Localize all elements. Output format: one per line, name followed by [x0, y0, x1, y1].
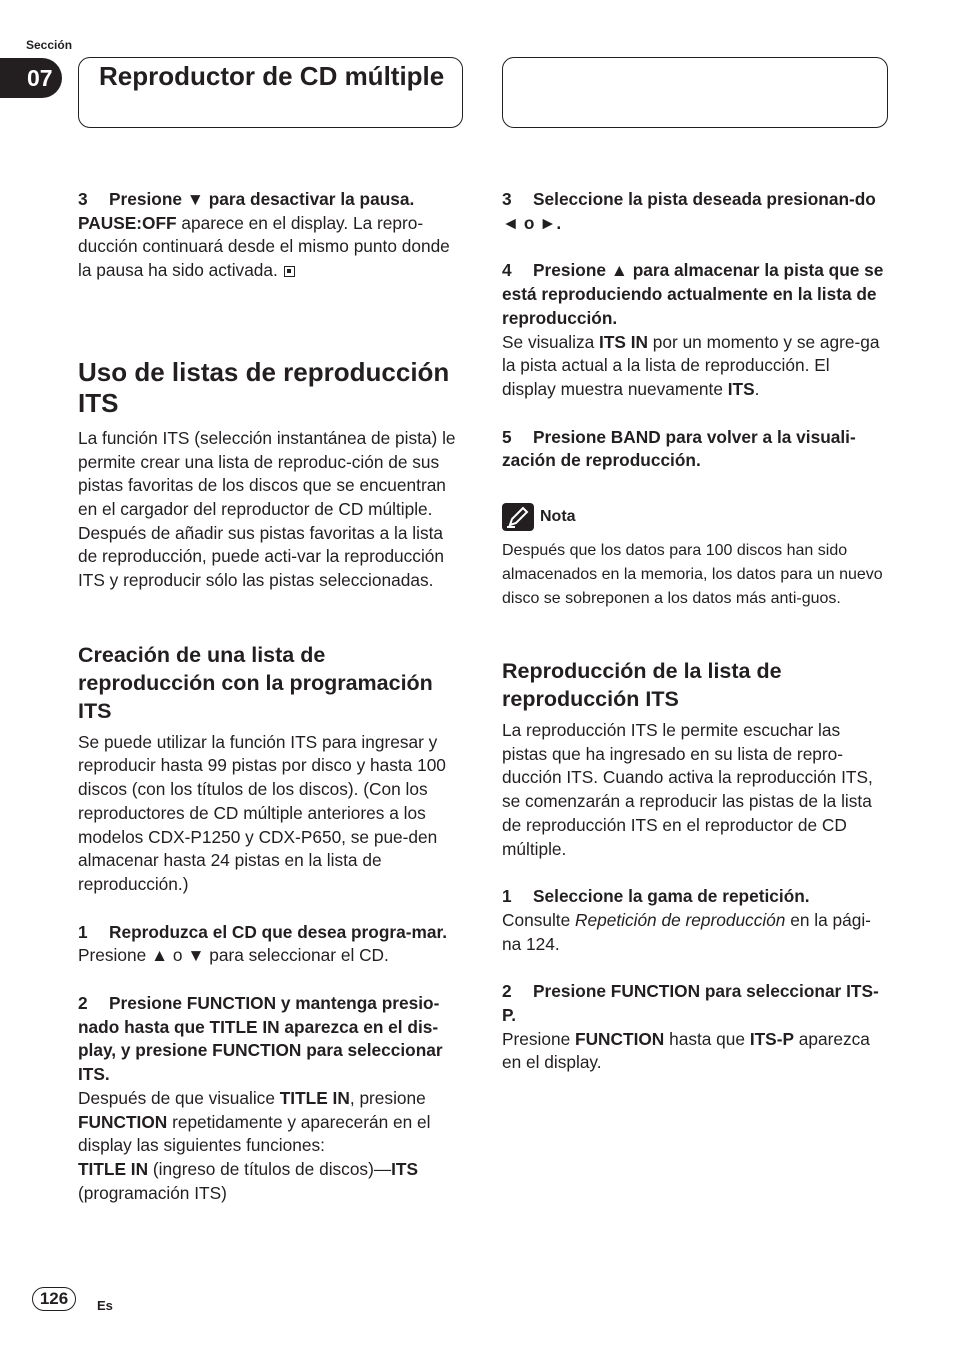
step-number: 5 [502, 426, 512, 447]
step-number: 3 [78, 189, 88, 209]
page-number: 126 [32, 1287, 76, 1311]
body-text: Después de que visualice [78, 1087, 280, 1108]
body-text: por un momento y se agre-ga la pista actual a la lista de reproducción. El display muestra nuevamente [502, 331, 880, 399]
end-mark-icon [284, 266, 295, 277]
step-text: Presione BAND para volver a la visuali-zación de reproducción. [502, 426, 856, 471]
note-body: Después que los datos para 100 discos han sido almacenados en la memoria, los datos para un nuevo disco se sobreponen a los datos más anti-guos. [502, 542, 883, 608]
right-column [502, 188, 888, 1075]
step-body: Presione ▲ o ▼ para seleccionar el CD. [78, 945, 389, 966]
subsection-body: Se puede utilizar la función ITS para ingresar y reproducir hasta 99 pistas por disco y hasta 100 discos (con los títulos de los discos). (Con los reproductores de CD múltiple anteriores a los modelos CDX-P1250 y CDX-P650, se pue-den almacenar hasta 24 pistas en la lista de reproducción.) [78, 731, 446, 894]
step-text: Presione ▼ para desactivar la pausa. [109, 189, 415, 209]
note-header [502, 503, 888, 531]
display-text: ITS IN [599, 331, 648, 352]
header-empty-box [502, 57, 888, 128]
body-text: , presione [349, 1087, 426, 1108]
note-label: Nota [540, 508, 576, 526]
section-label: Sección [26, 38, 73, 52]
cross-reference: Repetición de reproducción [575, 909, 786, 930]
button-name: FUNCTION [575, 1028, 665, 1049]
step-heading [502, 980, 888, 1027]
language-code: Es [97, 1298, 113, 1313]
body-text: Se visualiza [502, 331, 600, 352]
section-body: La función ITS (selección instantánea de pista) le permite crear una lista de reproduc-ción de sus pistas favoritas de los discos que se encuentran en el cargador del reproductor de CD múltiple. Después de añadir sus pistas favoritas a la lista de reproducción, puede acti-var la reproducción ITS y reproducir sólo las pistas seleccionadas. [78, 427, 456, 591]
step-number: 4 [502, 260, 512, 281]
subsection-heading: Creación de una lista de reproducción con la programación ITS [78, 642, 433, 723]
display-text: ITS-P [749, 1028, 794, 1049]
step-heading [78, 188, 464, 212]
body-text: . [754, 378, 760, 399]
display-text: ITS [391, 1158, 418, 1179]
step-heading [502, 259, 888, 330]
step-number: 1 [78, 921, 88, 942]
step-heading [502, 426, 888, 473]
body-text: Consulte [502, 909, 576, 930]
pencil-note-icon [502, 503, 534, 531]
body-text: (programación ITS) [78, 1182, 227, 1203]
subsection-body: La reproducción ITS le permite escuchar las pistas que ha ingresado en su lista de repro-ducción ITS. Cuando activa la reproducción ITS, se comenzarán a reproducir las pistas de la lista de reproducción ITS en el reproductor de CD múltiple. [502, 720, 873, 859]
step-body [502, 331, 888, 402]
step-heading [78, 921, 464, 945]
body-text: en la pági-na 124. [502, 909, 871, 954]
step-heading [78, 992, 464, 1087]
body-text: (ingreso de títulos de discos)— [148, 1158, 392, 1179]
display-text: TITLE IN [279, 1087, 350, 1108]
step-number: 3 [502, 189, 512, 209]
step-text: Presione FUNCTION para seleccionar ITS-P. [502, 981, 879, 1026]
step-body [78, 212, 464, 283]
body-text: hasta que [664, 1028, 750, 1049]
display-text: PAUSE:OFF [78, 212, 177, 233]
button-name: FUNCTION [78, 1111, 168, 1132]
body-text: repetidamente y aparecerán en el display las siguientes funciones: [78, 1111, 431, 1156]
step-heading [502, 188, 888, 235]
body-text: aparece en el display. La repro-ducción continuará desde el mismo punto donde la pausa ha sido activada. [78, 212, 450, 281]
step-text: Reproduzca el CD que desea progra-mar. [109, 921, 448, 942]
chapter-title-box [78, 57, 463, 128]
step-number: 1 [502, 886, 512, 907]
step-body [502, 1028, 888, 1075]
display-text: TITLE IN [78, 1158, 149, 1179]
subsection-heading: Reproducción de la lista de reproducción ITS [502, 659, 782, 712]
step-number: 2 [502, 981, 512, 1002]
step-number: 2 [78, 993, 88, 1014]
step-heading [502, 885, 888, 909]
step-text: Presione FUNCTION y mantenga presio-nado hasta que TITLE IN aparezca en el dis-play, y presione FUNCTION para seleccionar ITS. [78, 993, 443, 1085]
step-text: Seleccione la pista deseada presionan-do ◄ o ►. [502, 189, 876, 233]
section-heading: Uso de listas de reproducción ITS [78, 356, 450, 418]
step-body [502, 909, 888, 956]
step-text: Presione ▲ para almacenar la pista que se está reproduciendo actualmente en la lista de reproducción. [502, 260, 884, 328]
section-number-tab [0, 58, 62, 98]
body-text: aparezca en el display. [502, 1028, 870, 1073]
display-text: ITS [727, 378, 755, 399]
step-body [78, 1087, 464, 1206]
chapter-title: Reproductor de CD múltiple [99, 61, 445, 91]
body-text: Presione [502, 1028, 576, 1049]
left-column [78, 188, 464, 1205]
section-number: 07 [27, 64, 53, 91]
step-text: Seleccione la gama de repetición. [533, 886, 810, 907]
